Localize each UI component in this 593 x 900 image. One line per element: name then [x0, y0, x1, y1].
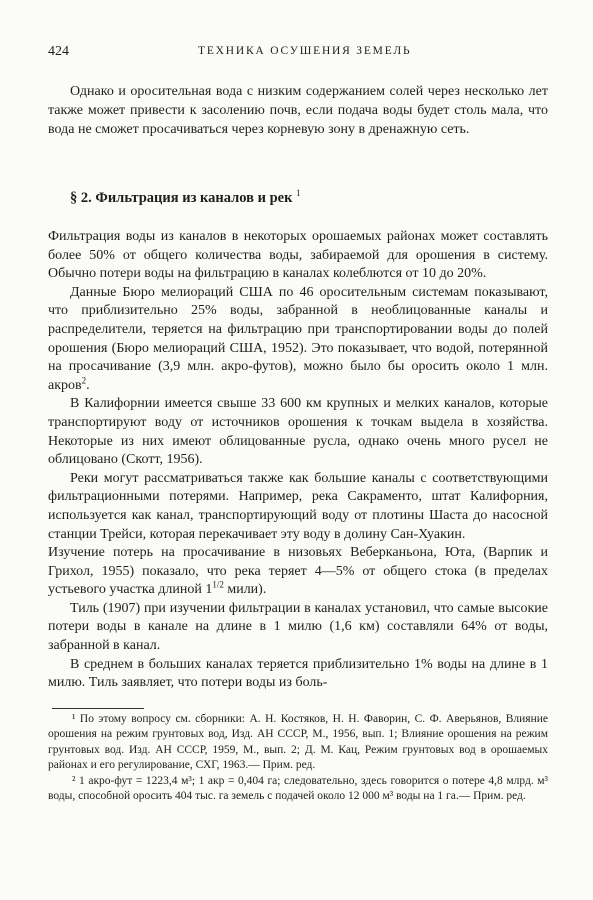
intro-block [48, 82, 548, 140]
footnote-rule [52, 708, 144, 709]
paragraph-4: Реки могут рассматриваться также как большие каналы с соответствующими фильтрационными потерями. Например, река Сакраменто, штат Калифорния, используется как канал, транспортирующий воду от плотины Шаста до насосной станции Трейси, которая перекачивает эту воду в долину Сан-Хуакин. [48, 470, 548, 542]
page-header [48, 44, 544, 60]
section-footnote-mark: 1 [296, 188, 301, 199]
page-number: 424 [48, 44, 69, 59]
footnote-2: ² 1 акро-фут = 1223,4 м³; 1 акр = 0,404 га; следовательно, здесь говорится о потере 4,8 млрд. м³ воды, способной оросить 404 тыс. га земель с подачей около 12 000 м³ воды на 1 га.— Прим. ред. [48, 774, 548, 803]
section-title-text: § 2. Фильтрация из каналов и рек [70, 190, 293, 206]
footnote-1: ¹ По этому вопросу см. сборники: А. Н. Костяков, Н. Н. Фаворин, С. Ф. Аверьянов, Влияние орошения на режим грунтовых вод, Изд. АН СССР, М., 1956, вып. 1; Влияние орошения на режим грунтовых вод. Изд. АН СССР, 1959, М., вып. 2; Д. М. Кац, Режим грунтовых вод в орошаемых районах и его регулирование, СХГ, 1963.— Прим. ред. [48, 713, 548, 772]
footnotes [48, 712, 548, 804]
paragraph-7: В среднем в больших каналах теряется приблизительно 1% воды на длине в 1 милю. Тиль заявляет, что потери воды из боль- [48, 656, 548, 691]
section-heading [70, 190, 301, 207]
paragraph-5-fraction: 1/2 [212, 579, 224, 590]
paragraph-5-end: мили). [223, 582, 267, 598]
running-title: ТЕХНИКА ОСУШЕНИЯ ЗЕМЕЛЬ [198, 45, 412, 57]
paragraph-2-note-mark: 2 [81, 375, 87, 386]
body-text [48, 228, 548, 693]
paragraph-3: В Калифорнии имеется свыше 33 600 км крупных и мелких каналов, которые транспортируют воду от источников орошения к точкам выдела в хозяйства. Некоторые из них имеют облицованные русла, однако очень много русел не облицовано (Скотт, 1956). [48, 396, 548, 468]
paragraph-5 [48, 544, 548, 600]
paragraph-5-text: Изучение потерь на просачивание в низовьях Веберканьона, Юта, (Варпик и Грихол, 1955) показало, что река теряет 4—5% от общего стока (в пределах устьевого участка длиной 1 [48, 545, 548, 598]
paragraph-6: Тиль (1907) при изучении фильтрации в каналах установил, что самые высокие потери воды в канале на длине в 1 милю (1,6 км) составляли 64% от воды, забранной в канал. [48, 600, 548, 654]
paragraph-2: Данные Бюро мелиораций США по 46 оросительным системам показывают, что приблизительно 25% воды, забранной в необлицованные каналы и распределители, теряется на фильтрацию при транспортировании воды до полей орошения (Бюро мелиораций США, 1952). Это показывает, что водой, потерянной на просачивание (3,9 млн. акро-футов), можно было бы оросить около 1 млн. акров$^2$. [48, 284, 548, 393]
intro-paragraph: Однако и оросительная вода с низким содержанием солей через несколько лет также может привести к засолению почв, если подача воды будет столь мала, что вода не сможет просачиваться через корневую зону в дренажную сеть. [48, 84, 548, 138]
paragraph-2-text: Данные Бюро мелиораций США по 46 оросительным системам показывают, что приблизительно 25% воды, забранной в необлицованные каналы и распределители, теряется на фильтрацию при транспортировании воды до полей орошения (Бюро мелиораций США, 1952). Это показывает, что водой, потерянной на просачивание (3,9 млн. акро-футов), можно было бы оросить около 1 млн. акров [48, 284, 548, 393]
paragraph-1: Фильтрация воды из каналов в некоторых орошаемых районах может составлять более 50% от общего количества воды, забираемой для орошения в систему. Обычно потери воды на фильтрацию в каналах колеблются от 10 до 20%. [48, 229, 548, 282]
